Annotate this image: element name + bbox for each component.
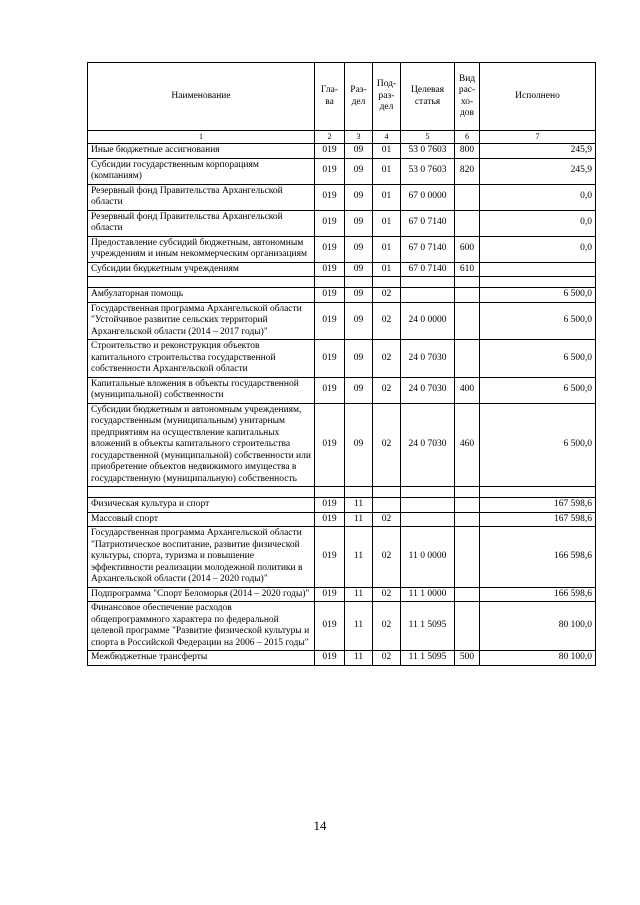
spacer-cell <box>345 277 373 288</box>
row-glava: 019 <box>315 340 345 378</box>
row-name: Иные бюджетные ассигнования <box>88 144 315 159</box>
table-row <box>88 340 596 378</box>
table-row <box>88 262 596 277</box>
header-ispolneno: Исполнено <box>480 63 596 131</box>
row-razdel: 09 <box>345 144 373 159</box>
column-number: 5 <box>401 131 455 144</box>
row-name: Субсидии бюджетным учреждениям <box>88 262 315 277</box>
row-vid: 460 <box>455 403 480 487</box>
table-row <box>88 236 596 262</box>
header-glava: Гла- ва <box>315 63 345 131</box>
row-podrazdel: 01 <box>373 210 401 236</box>
row-tselevaya <box>401 498 455 513</box>
row-razdel: 11 <box>345 587 373 602</box>
row-glava: 019 <box>315 184 345 210</box>
column-number: 7 <box>480 131 596 144</box>
table-row <box>88 144 596 159</box>
table-row <box>88 184 596 210</box>
row-podrazdel: 02 <box>373 651 401 666</box>
row-tselevaya: 53 0 7603 <box>401 144 455 159</box>
row-ispolneno: 6 500,0 <box>480 403 596 487</box>
spacer-cell <box>373 487 401 498</box>
row-glava: 019 <box>315 602 345 651</box>
row-tselevaya <box>401 512 455 527</box>
spacer-row <box>88 487 596 498</box>
row-tselevaya <box>401 288 455 303</box>
row-tselevaya: 24 0 7030 <box>401 377 455 403</box>
row-vid <box>455 587 480 602</box>
row-vid: 500 <box>455 651 480 666</box>
table-row <box>88 651 596 666</box>
row-ispolneno: 0,0 <box>480 236 596 262</box>
row-name: Амбулаторная помощь <box>88 288 315 303</box>
row-tselevaya: 53 0 7603 <box>401 158 455 184</box>
row-razdel: 11 <box>345 527 373 588</box>
row-vid <box>455 288 480 303</box>
row-ispolneno: 6 500,0 <box>480 340 596 378</box>
row-ispolneno: 167 598,6 <box>480 512 596 527</box>
row-name: Капитальные вложения в объекты государственной (муниципальной) собственности <box>88 377 315 403</box>
row-vid: 610 <box>455 262 480 277</box>
row-tselevaya: 11 1 5095 <box>401 602 455 651</box>
row-glava: 019 <box>315 288 345 303</box>
row-glava: 019 <box>315 377 345 403</box>
row-vid <box>455 340 480 378</box>
row-tselevaya: 67 0 7140 <box>401 262 455 277</box>
row-glava: 019 <box>315 158 345 184</box>
row-name: Строительство и реконструкция объектов капитального строительства государственной собственности Архангельской области <box>88 340 315 378</box>
row-ispolneno: 166 598,6 <box>480 587 596 602</box>
row-podrazdel: 02 <box>373 587 401 602</box>
row-vid <box>455 527 480 588</box>
spacer-cell <box>345 487 373 498</box>
row-podrazdel: 02 <box>373 340 401 378</box>
spacer-cell <box>88 277 315 288</box>
row-tselevaya: 67 0 7140 <box>401 236 455 262</box>
spacer-cell <box>480 277 596 288</box>
header-name: Наименование <box>88 63 315 131</box>
spacer-cell <box>480 487 596 498</box>
header-podrazdel: Под- раз- дел <box>373 63 401 131</box>
row-glava: 019 <box>315 587 345 602</box>
row-name: Субсидии государственным корпорациям (компаниям) <box>88 158 315 184</box>
row-tselevaya: 67 0 7140 <box>401 210 455 236</box>
table-row <box>88 602 596 651</box>
row-glava: 019 <box>315 651 345 666</box>
row-vid: 400 <box>455 377 480 403</box>
row-podrazdel: 02 <box>373 512 401 527</box>
header-vid: Вид рас- хо- дов <box>455 63 480 131</box>
spacer-cell <box>401 487 455 498</box>
row-tselevaya: 11 0 0000 <box>401 527 455 588</box>
table-row <box>88 498 596 513</box>
row-name: Субсидии бюджетным и автономным учреждениям, государственным (муниципальным) унитарным предприятиям на осуществление капитальных вложений в объекты капитального строительства государственной (муниципальной) собственности или приобретение объектов недвижимого имущества в государственную (муниципальную) собственность <box>88 403 315 487</box>
row-name: Межбюджетные трансферты <box>88 651 315 666</box>
spacer-cell <box>373 277 401 288</box>
row-razdel: 09 <box>345 288 373 303</box>
row-vid <box>455 498 480 513</box>
row-name: Физическая культура и спорт <box>88 498 315 513</box>
row-name: Государственная программа Архангельской области "Устойчивое развитие сельских территорий Архангельской области (2014 – 2017 годы)" <box>88 302 315 340</box>
spacer-row <box>88 277 596 288</box>
row-name: Массовый спорт <box>88 512 315 527</box>
header-tselevaya: Целевая статья <box>401 63 455 131</box>
row-glava: 019 <box>315 236 345 262</box>
row-razdel: 09 <box>345 340 373 378</box>
row-podrazdel: 01 <box>373 184 401 210</box>
spacer-cell <box>88 487 315 498</box>
row-tselevaya: 11 1 0000 <box>401 587 455 602</box>
table-body <box>88 144 596 666</box>
row-ispolneno: 6 500,0 <box>480 377 596 403</box>
row-vid <box>455 602 480 651</box>
row-ispolneno: 167 598,6 <box>480 498 596 513</box>
row-glava: 019 <box>315 527 345 588</box>
row-ispolneno: 245,9 <box>480 144 596 159</box>
row-razdel: 09 <box>345 210 373 236</box>
table-row <box>88 288 596 303</box>
table-row <box>88 302 596 340</box>
row-ispolneno: 166 598,6 <box>480 527 596 588</box>
row-vid: 800 <box>455 144 480 159</box>
row-name: Финансовое обеспечение расходов общепрограммного характера по федеральной целевой программе "Развитие физической культуры и спорта в Российской Федерации на 2006 – 2015 годы" <box>88 602 315 651</box>
table-row <box>88 512 596 527</box>
row-vid <box>455 302 480 340</box>
row-podrazdel: 01 <box>373 262 401 277</box>
row-vid <box>455 210 480 236</box>
row-vid: 600 <box>455 236 480 262</box>
row-name: Подпрограмма "Спорт Беломорья (2014 – 2020 годы)" <box>88 587 315 602</box>
row-name: Резервный фонд Правительства Архангельской области <box>88 210 315 236</box>
row-razdel: 11 <box>345 651 373 666</box>
row-glava: 019 <box>315 302 345 340</box>
budget-execution-table <box>87 62 596 666</box>
row-tselevaya: 67 0 0000 <box>401 184 455 210</box>
row-razdel: 11 <box>345 498 373 513</box>
column-number: 3 <box>345 131 373 144</box>
table-row <box>88 527 596 588</box>
row-vid <box>455 184 480 210</box>
row-podrazdel: 02 <box>373 403 401 487</box>
row-razdel: 09 <box>345 262 373 277</box>
row-podrazdel: 01 <box>373 236 401 262</box>
table-row <box>88 158 596 184</box>
row-podrazdel: 02 <box>373 302 401 340</box>
row-tselevaya: 11 1 5095 <box>401 651 455 666</box>
row-podrazdel: 01 <box>373 144 401 159</box>
row-ispolneno: 0,0 <box>480 210 596 236</box>
column-number: 4 <box>373 131 401 144</box>
header-razdel: Раз- дел <box>345 63 373 131</box>
row-razdel: 11 <box>345 602 373 651</box>
row-glava: 019 <box>315 144 345 159</box>
table-row <box>88 403 596 487</box>
table-row <box>88 377 596 403</box>
row-razdel: 09 <box>345 236 373 262</box>
row-name: Предоставление субсидий бюджетным, автономным учреждениям и иным некоммерческим организациям <box>88 236 315 262</box>
column-number: 6 <box>455 131 480 144</box>
row-razdel: 09 <box>345 302 373 340</box>
page-number: 14 <box>313 818 327 833</box>
row-ispolneno: 6 500,0 <box>480 302 596 340</box>
row-ispolneno: 80 100,0 <box>480 602 596 651</box>
row-glava: 019 <box>315 512 345 527</box>
row-razdel: 09 <box>345 377 373 403</box>
row-glava: 019 <box>315 403 345 487</box>
row-ispolneno: 0,0 <box>480 184 596 210</box>
spacer-cell <box>455 277 480 288</box>
column-numbers-row <box>88 131 596 144</box>
row-glava: 019 <box>315 498 345 513</box>
row-name: Государственная программа Архангельской области "Патриотическое воспитание, развитие физической культуры, спорта, туризма и повышение эффективности реализации молодежной политики в Архангельской области (2014 – 2020 годы)" <box>88 527 315 588</box>
column-number: 1 <box>88 131 315 144</box>
spacer-cell <box>315 277 345 288</box>
row-tselevaya: 24 0 7030 <box>401 403 455 487</box>
row-podrazdel: 02 <box>373 527 401 588</box>
row-tselevaya: 24 0 7030 <box>401 340 455 378</box>
row-razdel: 09 <box>345 403 373 487</box>
row-razdel: 09 <box>345 158 373 184</box>
row-ispolneno: 80 100,0 <box>480 651 596 666</box>
row-tselevaya: 24 0 0000 <box>401 302 455 340</box>
spacer-cell <box>455 487 480 498</box>
row-podrazdel: 02 <box>373 377 401 403</box>
row-name: Резервный фонд Правительства Архангельской области <box>88 184 315 210</box>
row-ispolneno: 245,9 <box>480 158 596 184</box>
row-vid: 820 <box>455 158 480 184</box>
header-row <box>88 63 596 131</box>
table-row <box>88 210 596 236</box>
row-podrazdel: 01 <box>373 158 401 184</box>
row-podrazdel: 02 <box>373 288 401 303</box>
row-ispolneno: 6 500,0 <box>480 288 596 303</box>
spacer-cell <box>315 487 345 498</box>
row-vid <box>455 512 480 527</box>
row-ispolneno <box>480 262 596 277</box>
row-razdel: 11 <box>345 512 373 527</box>
table-row <box>88 587 596 602</box>
row-podrazdel <box>373 498 401 513</box>
row-glava: 019 <box>315 262 345 277</box>
row-podrazdel: 02 <box>373 602 401 651</box>
spacer-cell <box>401 277 455 288</box>
row-glava: 019 <box>315 210 345 236</box>
column-number: 2 <box>315 131 345 144</box>
row-razdel: 09 <box>345 184 373 210</box>
